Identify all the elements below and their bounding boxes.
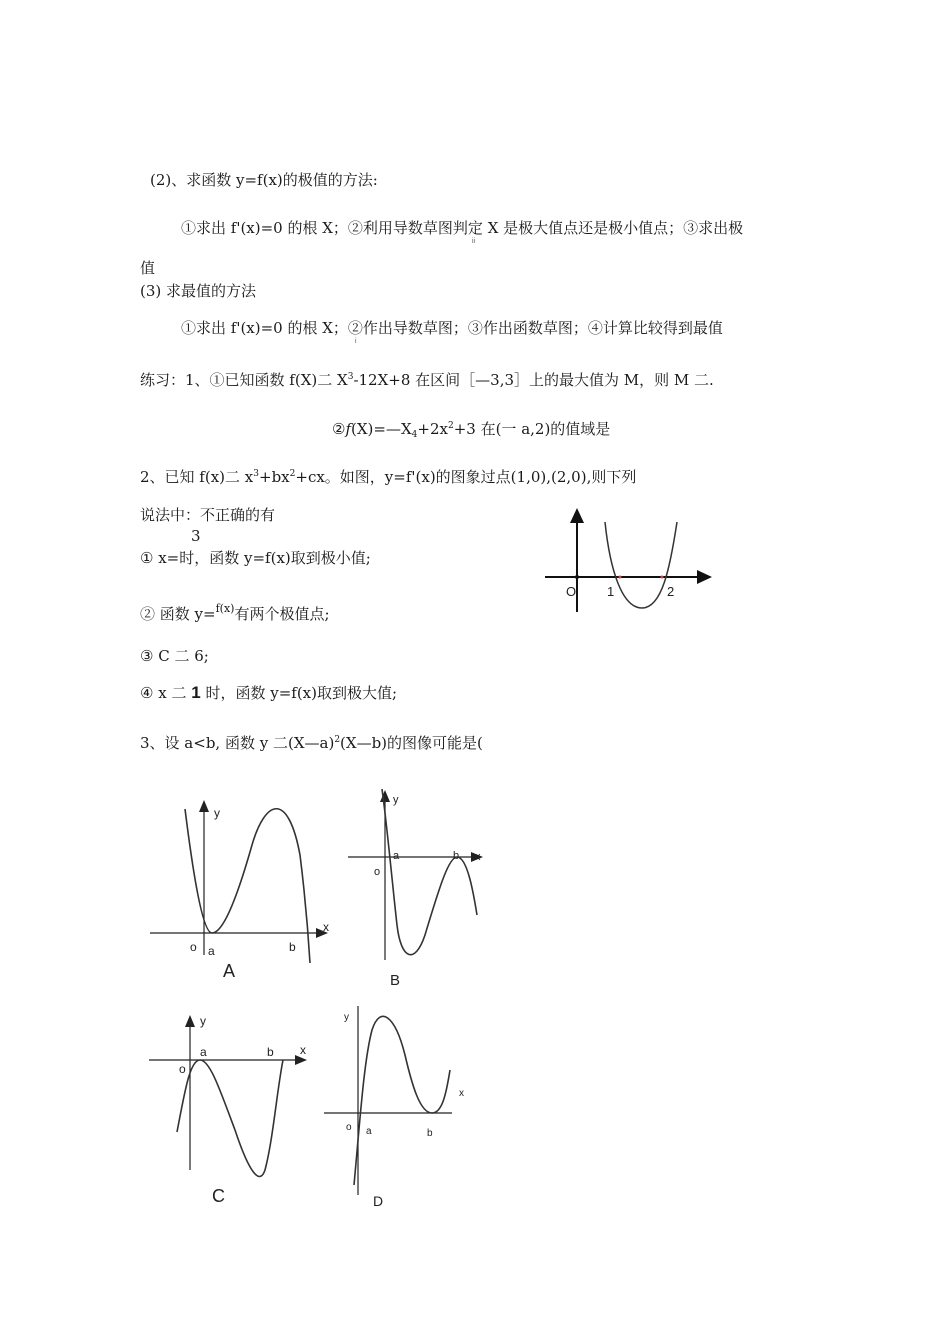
exercise2-option2: ② 函数 y=$^{f(x)}$有两个极值点; — [140, 602, 330, 623]
graph-c — [145, 1010, 320, 1210]
y-axis-arrow-icon — [570, 508, 584, 523]
origin-label: O — [566, 584, 577, 599]
svg-text:y: y — [214, 806, 220, 820]
section3-step-line: ①求出 f'(x)=0 的根 X；②作出导数草图；③作出函数草图；④计算比较得到最值 — [181, 319, 723, 337]
section3-title: (3) 求最值的方法 — [140, 282, 257, 300]
y-axis-arrow-icon — [199, 800, 209, 812]
graph-d — [320, 1000, 475, 1215]
svg-text:y: y — [344, 1012, 349, 1023]
svg-text:a: a — [366, 1126, 372, 1137]
curve-b — [382, 789, 477, 955]
svg-text:x: x — [323, 920, 329, 934]
svg-text:o: o — [190, 940, 197, 954]
svg-text:x: x — [475, 851, 481, 863]
exercise1-part1: 练习：1、①已知函数 f(X)二 $X^3-12X+8$ 在区间［—3,3］上的最大值为 M，则 M 二. — [140, 371, 714, 389]
exercise2-stem2: 说法中：不正确的有 — [140, 506, 276, 524]
exercise2-stem: 2、已知 f(x)二 $x^3+bx^2+cx$。如图，y=f'(x)的图象过点(1,0),(2,0),则下列 — [140, 468, 637, 486]
graph-a — [150, 795, 335, 985]
section3-scan-mark: i — [355, 338, 357, 345]
svg-text:o: o — [179, 1062, 186, 1076]
caption-b: B — [390, 972, 401, 989]
graph-b — [345, 785, 495, 990]
section2-step-line-cont: 值 — [140, 259, 156, 277]
curve-d — [354, 1016, 450, 1185]
svg-text:b: b — [267, 1045, 274, 1059]
y-axis-arrow-icon — [380, 790, 390, 802]
section2-scan-mark: ii — [472, 238, 476, 245]
exercise2-fraction-num: 3 — [191, 527, 201, 545]
curve-c — [177, 1060, 283, 1177]
section2-title: (2)、求函数 y=f(x)的极值的方法: — [150, 171, 378, 189]
svg-text:b: b — [427, 1128, 433, 1139]
exercise2-option1: ① x=时，函数 y=f(x)取到极小值; — [140, 549, 371, 567]
y-axis-arrow-icon — [185, 1015, 195, 1027]
svg-text:b: b — [289, 940, 296, 954]
x-axis-arrow-icon — [697, 570, 712, 584]
root2-label: 2 — [667, 584, 675, 599]
svg-text:o: o — [346, 1122, 352, 1133]
svg-text:b: b — [453, 850, 460, 862]
exercise3-stem: 3、设 a<b, 函数 y 二(X—a)$^2$(X—b)的图像可能是( — [140, 734, 483, 752]
svg-text:a: a — [208, 944, 215, 958]
exercise1-part2: $②f(X)=—X_4+2x^2+3$ 在(一 a,2)的值域是 — [332, 420, 611, 440]
section2-step-line: ①求出 f'(x)=0 的根 X；②利用导数草图判定 X 是极大值点还是极小值点；③求出极 — [181, 219, 744, 237]
svg-text:y: y — [393, 794, 399, 806]
exercise2-option3: ③ C 二 6; — [140, 647, 209, 665]
caption-d: D — [373, 1193, 384, 1209]
svg-text:a: a — [200, 1045, 207, 1059]
svg-text:x: x — [459, 1088, 464, 1099]
caption-c: C — [212, 1186, 225, 1206]
svg-text:x: x — [300, 1043, 306, 1057]
svg-text:o: o — [374, 866, 381, 878]
root1-label: 1 — [607, 584, 615, 599]
svg-text:a: a — [393, 850, 400, 862]
svg-text:y: y — [200, 1014, 206, 1028]
exercise2-option4: ④ x 二 1 时，函数 y=f(x)取到极大值; — [140, 683, 398, 702]
derivative-graph — [540, 500, 720, 615]
caption-a: A — [223, 961, 236, 981]
